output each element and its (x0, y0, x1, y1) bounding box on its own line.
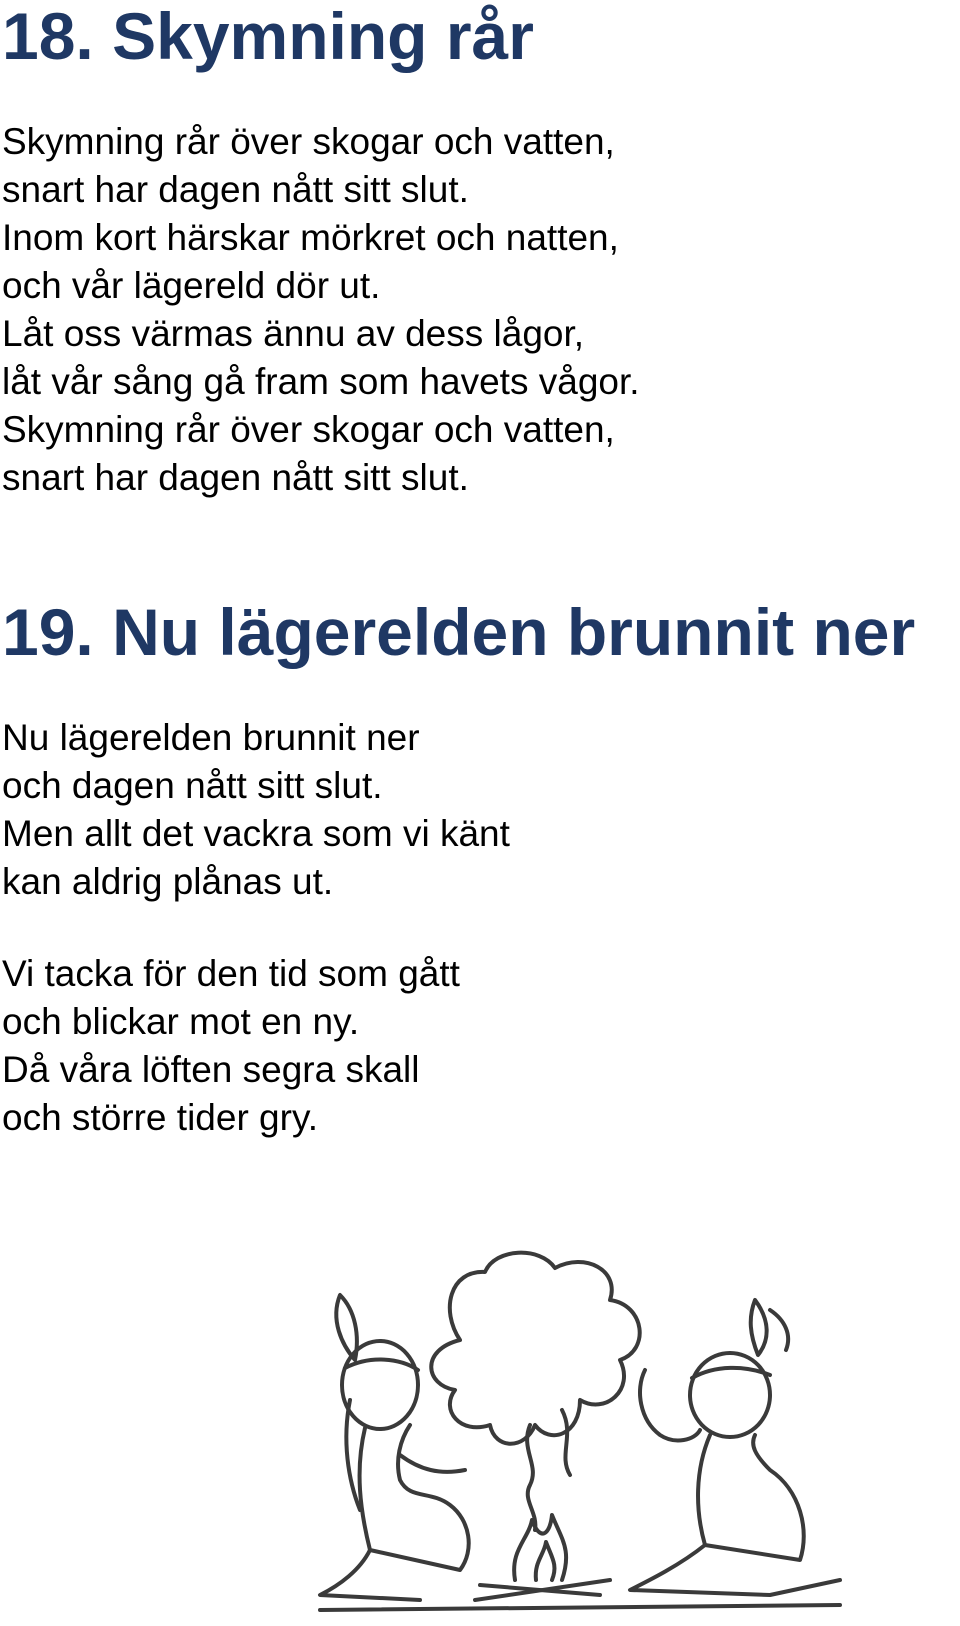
song-line: Skymning rår över skogar och vatten, (2, 409, 615, 450)
firewood (475, 1580, 610, 1600)
song-line: Nu lägerelden brunnit ner (2, 717, 420, 758)
left-figure-head (342, 1341, 418, 1429)
right-figure-feather (770, 1310, 788, 1350)
left-figure-body (360, 1425, 469, 1570)
song-line: kan aldrig plånas ut. (2, 861, 334, 902)
song-18-stanza (0, 118, 960, 502)
song-line: och vår lägereld dör ut. (2, 265, 381, 306)
song-19-stanza-1 (0, 714, 960, 906)
smoke-trail (562, 1410, 570, 1475)
campfire-illustration (300, 1250, 900, 1626)
flames (536, 1542, 555, 1580)
campfire-drawing-icon (300, 1250, 900, 1626)
song-line: Men allt det vackra som vi känt (2, 813, 510, 854)
song-line: och större tider gry. (2, 1097, 318, 1138)
song-line: och dagen nått sitt slut. (2, 765, 383, 806)
song-18 (0, 0, 960, 502)
right-figure-headband (692, 1368, 770, 1378)
flames (514, 1515, 566, 1580)
song-line: Inom kort härskar mörkret och natten, (2, 217, 619, 258)
right-figure-head (690, 1353, 770, 1437)
smoke-trail (527, 1425, 535, 1530)
smoke-cloud (431, 1253, 639, 1444)
song-line: snart har dagen nått sitt slut. (2, 457, 469, 498)
right-figure-body (698, 1435, 804, 1560)
song-line: Låt oss värmas ännu av dess lågor, (2, 313, 585, 354)
song-line: Vi tacka för den tid som gått (2, 953, 460, 994)
song-line: låt vår sång gå fram som havets vågor. (2, 361, 640, 402)
song-19-title: 19. Nu lägerelden brunnit ner (2, 595, 916, 669)
song-line: Då våra löften segra skall (2, 1049, 420, 1090)
right-figure-leg (630, 1545, 840, 1595)
song-line: och blickar mot en ny. (2, 1001, 360, 1042)
song-19-stanza-2 (0, 950, 960, 1142)
song-18-title: 18. Skymning rår (2, 0, 534, 73)
left-figure-arm (400, 1455, 465, 1472)
song-19 (0, 596, 960, 1142)
song-line: Skymning rår över skogar och vatten, (2, 121, 615, 162)
song-line: snart har dagen nått sitt slut. (2, 169, 469, 210)
right-figure-feather (751, 1300, 767, 1355)
ground-line (320, 1605, 840, 1610)
